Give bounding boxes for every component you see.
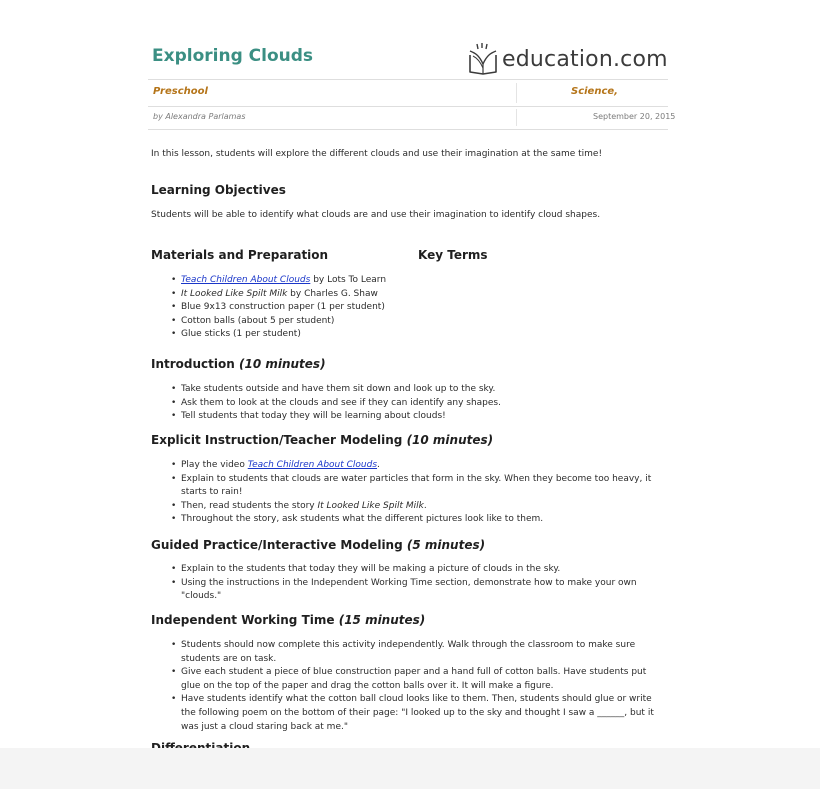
list-item: • Explain to students that clouds are water particles that form in the sky. When they become too heavy, it starts to rain! [171, 473, 651, 500]
video-link[interactable]: Teach Children About Clouds [247, 460, 378, 470]
bottom-margin [0, 748, 820, 789]
byline-row-divider [148, 129, 668, 130]
list-item: • Ask them to look at the clouds and see if they can identify any shapes. [171, 397, 501, 411]
grade-label: Preschool [153, 86, 208, 97]
list-item: • Have students identify what the cotton ball cloud looks like to them. Then, students should glue or write the following poem on the bottom of their page: "I looked up to the sky and thought I saw a ______, but it was just a cloud staring back at me." [171, 693, 654, 734]
key-terms-heading: Key Terms [418, 248, 488, 262]
list-item: • Blue 9x13 construction paper (1 per student) [171, 301, 386, 315]
education-logo[interactable] [466, 42, 668, 76]
page-title: Exploring Clouds [152, 46, 314, 66]
list-item: • Then, read students the story It Looked Like Spilt Milk. [171, 500, 651, 514]
explicit-instruction-list [171, 459, 651, 527]
logo-wordmark: education [502, 46, 613, 72]
explicit-instruction-heading: Explicit Instruction/Teacher Modeling (10 minutes) [151, 433, 494, 447]
intro-text: In this lesson, students will explore the different clouds and use their imagination at the same time! [151, 149, 603, 159]
guided-practice-heading: Guided Practice/Interactive Modeling (5 minutes) [151, 538, 486, 552]
list-item: • Teach Children About Clouds by Lots To Learn [171, 274, 386, 288]
list-item: • Give each student a piece of blue construction paper and a hand full of cotton balls. Have students put glue on the top of the paper and drag the cotton balls over it. It will make a figure. [171, 666, 654, 693]
introduction-heading: Introduction (10 minutes) [151, 357, 326, 371]
list-item: • Explain to the students that today they will be making a picture of clouds in the sky. [171, 563, 637, 577]
header-divider [148, 79, 668, 80]
independent-working-heading: Independent Working Time (15 minutes) [151, 613, 426, 627]
learning-objectives-text: Students will be able to identify what clouds are and use their imagination to identify cloud shapes. [151, 210, 601, 220]
list-item: • Using the instructions in the Independent Working Time section, demonstrate how to make your own "clouds." [171, 577, 637, 604]
materials-heading: Materials and Preparation [151, 248, 329, 262]
introduction-list [171, 383, 501, 424]
independent-working-list [171, 639, 654, 734]
list-item: • Students should now complete this activity independently. Walk through the classroom to make sure students are on task. [171, 639, 654, 666]
meta-divider [516, 83, 517, 103]
logo-suffix: .com [612, 46, 668, 72]
guided-practice-list [171, 563, 637, 604]
subject-label: Science, [571, 86, 618, 97]
list-item: • Play the video Teach Children About Clouds. [171, 459, 651, 473]
list-item: • Glue sticks (1 per student) [171, 328, 386, 342]
list-item: • Tell students that today they will be learning about clouds! [171, 410, 501, 424]
teach-children-about-clouds-link[interactable]: Teach Children About Clouds [181, 275, 311, 285]
list-item: • Cotton balls (about 5 per student) [171, 315, 386, 329]
author-byline: by Alexandra Parlamas [153, 112, 246, 121]
list-item: • It Looked Like Spilt Milk by Charles G. Shaw [171, 288, 386, 302]
meta-row-divider [148, 106, 668, 107]
publish-date: September 20, 2015 [593, 112, 676, 121]
byline-divider [516, 109, 517, 126]
materials-list [171, 274, 386, 342]
list-item: • Throughout the story, ask students what the different pictures look like to them. [171, 513, 651, 527]
list-item: • Take students outside and have them sit down and look up to the sky. [171, 383, 501, 397]
education-logo-icon [466, 42, 502, 76]
learning-objectives-heading: Learning Objectives [151, 183, 286, 197]
